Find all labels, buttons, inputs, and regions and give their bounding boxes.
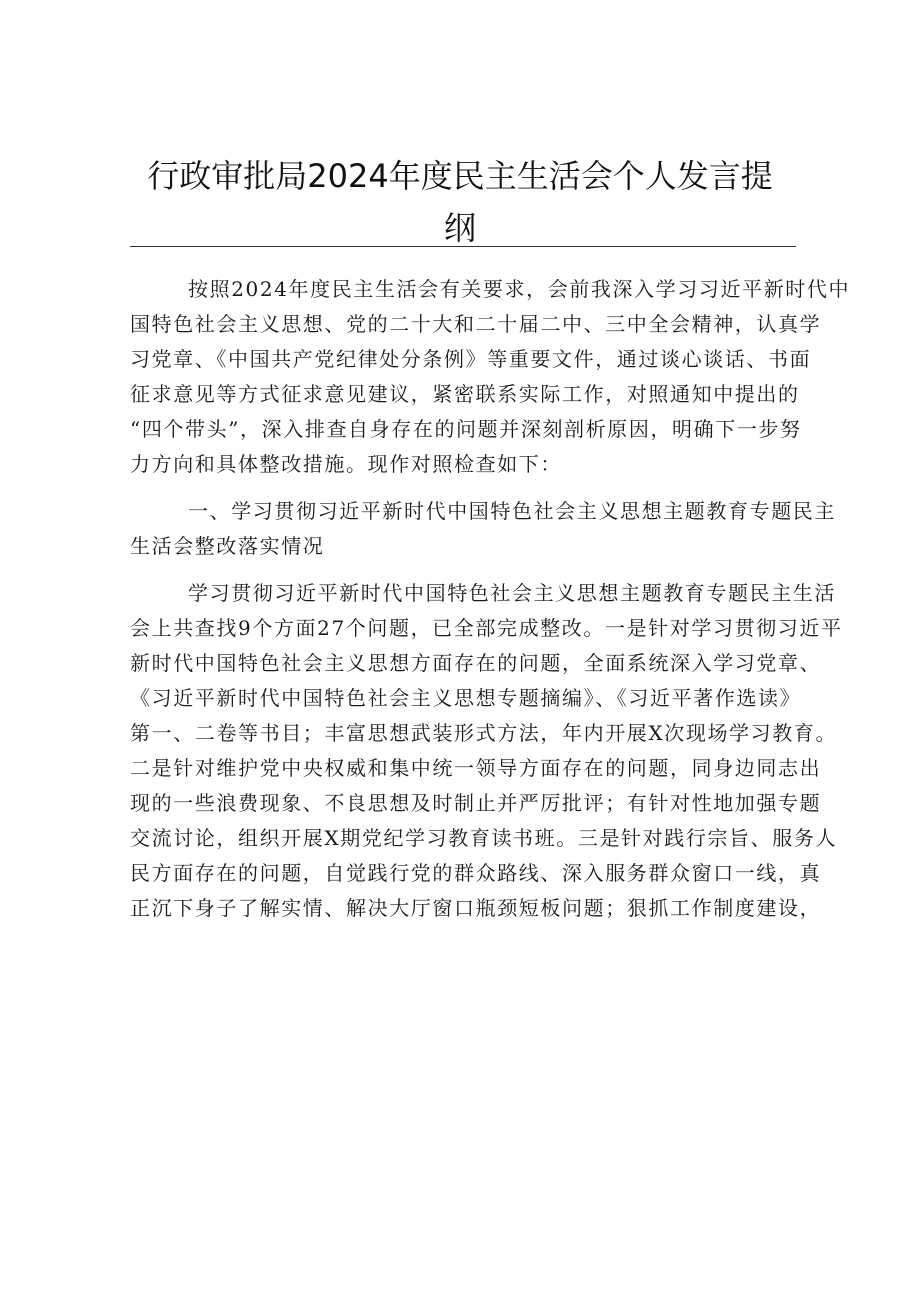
section-heading-1 <box>130 494 836 564</box>
paragraph-line: 习党章、《中国共产党纪律处分条例》等重要文件，通过谈心谈话、书面 <box>130 347 812 371</box>
paragraph-line: 第一、二卷等书目；丰富思想武装形式方法，年内开展X次现场学习教育。 <box>130 721 838 745</box>
paragraph-line: 《习近平新时代中国特色社会主义思想专题摘编》、《习近平著作选读》 <box>130 686 802 710</box>
paragraph-line: 会上共查找9个方面27个问题，已全部完成整改。一是针对学习贯彻习近平 <box>130 616 843 640</box>
paragraph-line: 正沉下身子了解实情、解决大厅窗口瓶颈短板问题；狠抓工作制度建设， <box>130 896 822 920</box>
paragraph-line: 按照2024年度民主生活会有关要求，会前我深入学习习近平新时代中 <box>188 277 851 301</box>
paragraph-line: 征求意见等方式征求意见建议，紧密联系实际工作，对照通知中提出的 <box>130 382 800 406</box>
paragraph-line: 学习贯彻习近平新时代中国特色社会主义思想主题教育专题民主生活 <box>188 581 836 605</box>
paragraph-line: 现的一些浪费现象、不良思想及时制止并严厉批评；有针对性地加强专题 <box>130 791 822 815</box>
paragraph-line: 新时代中国特色社会主义思想方面存在的问题，全面系统深入学习党章、 <box>130 651 822 675</box>
paragraph-line: 国特色社会主义思想、党的二十大和二十届二中、三中全会精神，认真学 <box>130 312 822 336</box>
title-divider <box>130 246 796 247</box>
heading-line: 一、学习贯彻习近平新时代中国特色社会主义思想主题教育专题民主 <box>188 499 836 523</box>
document-body <box>130 272 851 940</box>
heading-line: 生活会整改落实情况 <box>130 534 325 558</box>
title-line-1: 行政审批局2024年度民主生活会个人发言提 <box>147 157 773 195</box>
document-title <box>130 150 790 254</box>
paragraph-line: 民方面存在的问题，自觉践行党的群众路线、深入服务群众窗口一线，真 <box>130 861 822 885</box>
paragraph-line: 力方向和具体整改措施。现作对照检查如下： <box>130 452 562 476</box>
title-line-2: 纲 <box>443 209 476 247</box>
paragraph-line: “四个带头”，深入排查自身存在的问题并深刻剖析原因，明确下一步努 <box>130 417 802 441</box>
paragraph-rectification <box>130 576 843 926</box>
paragraph-line: 二是针对维护党中央权威和集中统一领导方面存在的问题，同身边同志出 <box>130 756 822 780</box>
paragraph-line: 交流讨论，组织开展X期党纪学习教育读书班。三是针对践行宗旨、服务人 <box>130 826 838 850</box>
paragraph-intro <box>130 272 851 482</box>
